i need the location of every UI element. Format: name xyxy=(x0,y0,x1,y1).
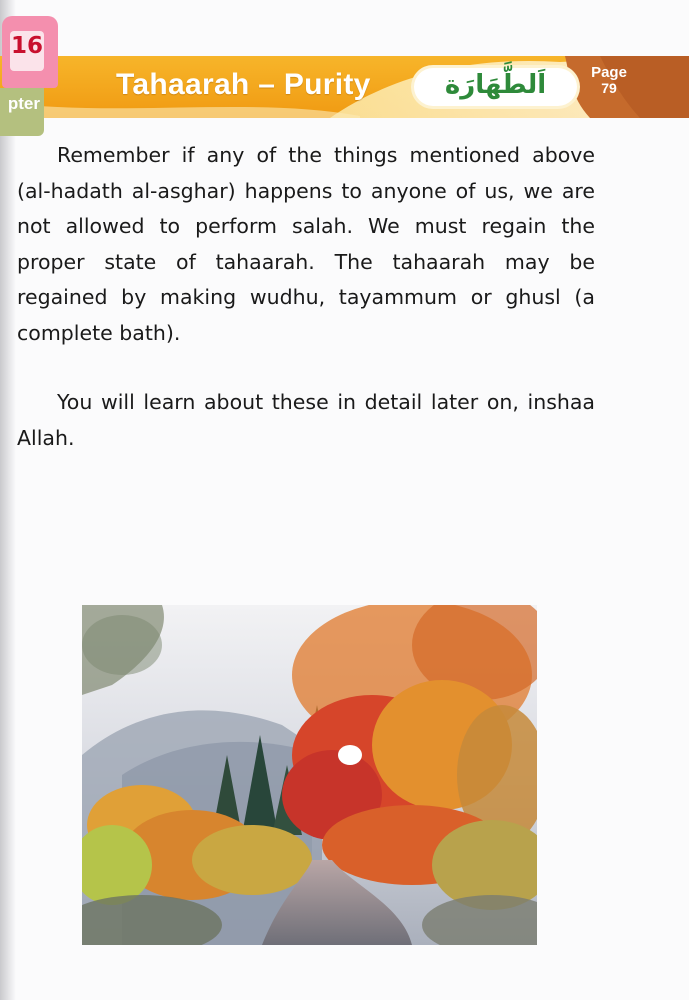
chapter-number-badge xyxy=(10,31,44,71)
page-number-tag xyxy=(582,60,636,108)
paragraph-2 xyxy=(17,385,595,456)
chapter-number: 16 xyxy=(10,33,43,59)
arabic-title: اَلطَّهَارَة xyxy=(444,70,547,100)
paragraph-1-text: Remember if any of the things mentioned above (al-hadath al-asghar) happens to anyone of us, we are not allowed to perform salah. We must regain the proper state of tahaarah. The tahaarah may be regained by making wudhu, tayammum or ghusl (a complete bath). xyxy=(17,143,595,345)
autumn-forest-photo xyxy=(82,605,537,945)
autumn-forest-illustration xyxy=(82,605,537,945)
paragraph-2-text: You will learn about these in detail later on, inshaa Allah. xyxy=(17,390,595,450)
page-binding-shadow xyxy=(0,0,16,1000)
chapter-label: pter xyxy=(7,94,40,113)
page-label: Page xyxy=(591,64,627,81)
paragraph-1 xyxy=(17,138,595,351)
page-number: 79 xyxy=(601,80,617,96)
chapter-label-tab xyxy=(0,88,44,136)
page-title: Tahaarah – Purity xyxy=(116,68,371,101)
arabic-title-pill xyxy=(414,68,577,106)
